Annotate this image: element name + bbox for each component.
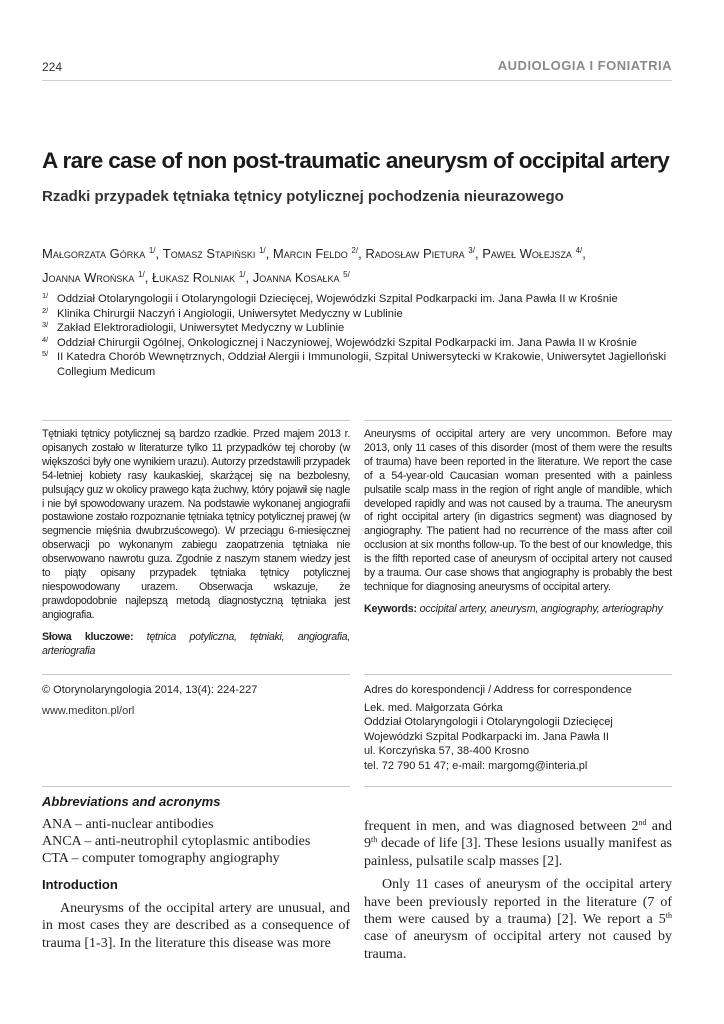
correspondence-block	[364, 683, 672, 774]
introduction-text-right	[364, 818, 672, 963]
author-list	[42, 240, 682, 288]
introduction-paragraph: Only 11 cases of aneurysm of the occipital artery have been previously reported in the literature (7 of them were caused by a trauma) [2]. We report a 5th case of aneurysm of occipital artery not caused by trauma.	[364, 877, 672, 962]
author-name: Marcin Feldo	[272, 246, 348, 261]
author-name: Joanna Kosałka	[252, 270, 340, 285]
author-item: Małgorzata Górka $^{1/}$,	[42, 246, 163, 261]
affiliation-number: 2/	[42, 305, 49, 315]
abstract-polish	[42, 428, 350, 659]
author-name: Joanna Wrońska	[42, 270, 135, 285]
affiliation-item	[42, 350, 682, 379]
abstract-polish-text: Tętniaki tętnicy potylicznej są bardzo rzadkie. Przed majem 2013 r. opisanych zostało w literaturze tylko 11 przypadków tej choroby (w większości były one wynikiem urazu). Autorzy przedstawili przypadek 54-letniej kobiety rasy kaukaskiej, skarżącej się na bezbolesny, pulsujący guz w okolicy prawego kąta żuchwy, który pojawił się nagle i nie był spowodowany urazem. Na podstawie wykonanej angiografii postawione zostało rozpoznanie tętniaka tętnicy potylicznej prawej (w segmencie mięśnia dwubrzuścowego). W przeciągu 6-miesięcznej obserwacji po wykonanym zabiegu zaopatrzenia tętniaka nie obserwowano nawrotu guza. Zgodnie z naszym stanem wiedzy jest to piąty opisany przypadek tętniaka tętnicy potylicznej niespowodowany urazem. Obserwacja wskazuje, że prawdopodobnie najlepszą metodą diagnostyczną tętniaka jest angiografia.	[42, 428, 350, 621]
affiliation-text: Oddział Otolaryngologii i Otolaryngologii Dziecięcej, Wojewódzki Szpital Podkarpacki im. Jana Pawła II w Krośnie	[57, 293, 618, 305]
author-affiliation-ref: 5/	[343, 270, 350, 279]
abbreviations-list	[42, 816, 350, 867]
introduction-heading: Introduction	[42, 877, 118, 892]
abstract-divider-left	[42, 420, 350, 421]
author-affiliation-ref: 1/	[238, 270, 246, 279]
article-title: A rare case of non post-traumatic aneurysm of occipital artery	[42, 148, 670, 173]
article-subtitle: Rzadki przypadek tętniaka tętnicy potylicznej pochodzenia nieurazowego	[42, 188, 564, 205]
abbreviation-item: ANA – anti-nuclear antibodies	[42, 817, 214, 832]
author-name: Tomasz Stapiński	[162, 246, 256, 261]
affiliation-list	[42, 292, 682, 380]
affiliation-item	[42, 307, 682, 322]
introduction-paragraph-continued: frequent in men, and was diagnosed between 2nd and 9th decade of life [3]. These lesions usually manifest as painless, pulsatile scalp masses [2].	[364, 818, 672, 869]
author-affiliation-ref: 1/	[258, 246, 266, 255]
author-affiliation-ref: 4/	[575, 246, 583, 255]
keywords-values: tętnica potyliczna, tętniaki, angiografia, arteriografia	[42, 630, 350, 657]
author-item	[253, 270, 350, 285]
body-divider-left	[42, 786, 350, 787]
keywords-label: Keywords:	[364, 602, 417, 615]
correspondence-line: tel. 72 790 51 47; e-mail: margomg@interia.pl	[364, 759, 588, 772]
keywords-english	[364, 603, 672, 617]
citation-text: © Otorynolaryngologia 2014, 13(4): 224-227	[42, 684, 258, 696]
keywords-values: occipital artery, aneurysm, angiography, arteriography	[419, 602, 663, 615]
keywords-label: Słowa kluczowe:	[42, 630, 134, 643]
affiliation-number: 4/	[42, 334, 49, 344]
citation-block	[42, 683, 350, 719]
body-divider-right	[364, 786, 672, 787]
meta-divider-right	[364, 674, 672, 675]
author-item: Tomasz Stapiński $^{1/}$,	[162, 246, 273, 261]
author-item: Joanna Wrońska $^{1/}$,	[42, 270, 152, 285]
journal-name: AUDIOLOGIA I FONIATRIA	[497, 58, 672, 73]
correspondence-line: Lek. med. Małgorzata Górka	[364, 701, 503, 714]
author-affiliation-ref: 2/	[351, 246, 359, 255]
correspondence-title: Adres do korespondencji / Address for correspondence	[364, 684, 632, 696]
affiliation-text: II Katedra Chorób Wewnętrznych, Oddział Alergii i Immunologii, Szpital Uniwersytecki w Krakowie, Uniwersytet Jagielloński Collegium Medicum	[57, 351, 667, 378]
affiliation-number: 1/	[42, 291, 49, 300]
author-name: Paweł Wołejsza	[482, 246, 572, 261]
affiliation-item	[42, 336, 682, 351]
introduction-paragraph: Aneurysms of the occipital artery are unusual, and in most cases they are described as a consequence of trauma [1-3]. In the literature this disease was more	[42, 901, 350, 951]
introduction-text-left	[42, 900, 350, 952]
header-divider	[42, 80, 672, 81]
affiliation-item	[42, 292, 682, 307]
author-name: Radosław Pietura	[365, 246, 465, 261]
author-item: Marcin Feldo $^{2/}$,	[272, 246, 366, 261]
author-item: Radosław Pietura $^{3/}$,	[365, 246, 483, 261]
abstract-english-text: Aneurysms of occipital artery are very uncommon. Before may 2013, only 11 cases of this disorder (most of them were the results of trauma) have been reported in the literature. We report the case of a 54-year-old Caucasian woman presented with a painless pulsatile scalp mass in the region of right angle of mandible, which developed rapidly and was not caused by a trauma. The aneurysm of right occipital artery (in digastrics segment) was diagnosed by angiography. The patient had no recurrence of the mass after coil occlusion at six months follow-up. To the best of our knowledge, this is the fifth reported case of aneurysm of occipital artery not caused by a trauma. Our case shows that angiography is probably the best technique for diagnosing aneurysms of occipital artery.	[364, 428, 672, 593]
author-name: Łukasz Rolniak	[151, 270, 236, 285]
author-item: Łukasz Rolniak $^{1/}$,	[151, 270, 253, 285]
abstract-english	[364, 428, 672, 617]
correspondence-line: Wojewódzki Szpital Podkarpacki im. Jana Pawła II	[364, 730, 609, 743]
correspondence-line: ul. Korczyńska 57, 38-400 Krosno	[364, 745, 530, 758]
journal-url-link[interactable]: www.mediton.pl/orl	[42, 705, 135, 717]
affiliation-text: Zakład Elektroradiologii, Uniwersytet Medyczny w Lublinie	[57, 322, 345, 335]
author-affiliation-ref: 3/	[468, 246, 475, 255]
author-name: Małgorzata Górka	[42, 246, 146, 261]
author-affiliation-ref: 1/	[138, 270, 145, 279]
author-affiliation-ref: 1/	[148, 246, 156, 255]
author-item: Paweł Wołejsza $^{4/}$,	[482, 246, 586, 261]
keywords-polish	[42, 631, 350, 659]
page-number: 224	[42, 60, 63, 74]
abbreviations-heading: Abbreviations and acronyms	[42, 794, 221, 809]
affiliation-item	[42, 321, 682, 336]
correspondence-line: Oddział Otolaryngologii i Otolaryngologii Dziecięcej	[364, 716, 613, 729]
affiliation-text: Oddział Chirurgii Ogólnej, Onkologicznej i Naczyniowej, Wojewódzki Szpital Podkarpacki im. Jana Pawła II w Krośnie	[57, 336, 637, 349]
abbreviation-item: CTA – computer tomography angiography	[42, 851, 280, 866]
affiliation-number: 3/	[42, 320, 49, 330]
abstract-divider-right	[364, 420, 672, 421]
affiliation-number: 5/	[42, 349, 49, 359]
abbreviation-item: ANCA – anti-neutrophil cytoplasmic antibodies	[42, 834, 311, 849]
meta-divider-left	[42, 674, 350, 675]
affiliation-text: Klinika Chirurgii Naczyń i Angiologii, Uniwersytet Medyczny w Lublinie	[57, 307, 403, 320]
